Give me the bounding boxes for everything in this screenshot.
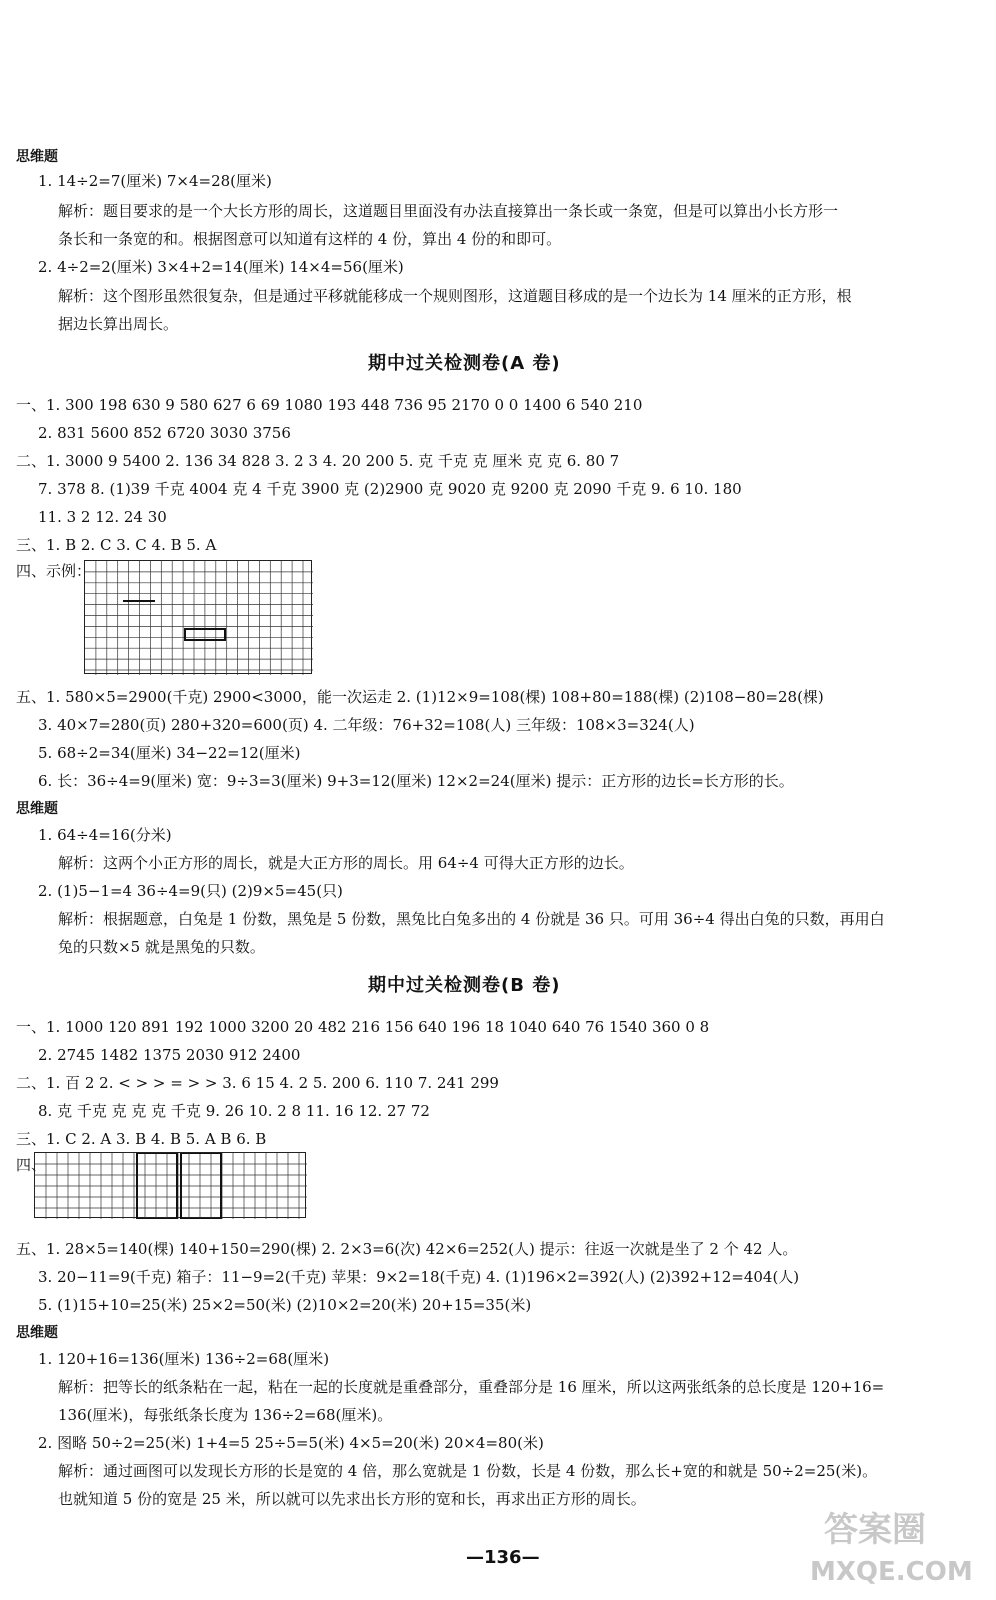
text-line: 二、1. 3000 9 5400 2. 136 34 828 3. 2 3 4. 20 200 5. 克 千克 克 厘米 克 克 6. 80 7 [16, 452, 620, 470]
text-line: 期中过关检测卷(A 卷) [368, 353, 561, 374]
text-line: 三、1. B 2. C 3. C 4. B 5. A [16, 536, 217, 554]
text-line: 2. 2745 1482 1375 2030 912 2400 [38, 1046, 301, 1064]
text-line: 条长和一条宽的和。根据图意可以知道有这样的 4 份，算出 4 份的和即可。 [58, 230, 562, 248]
page-number: —136— [466, 1547, 540, 1568]
grid-figure-b [34, 1152, 306, 1218]
text-line: 解析：根据题意，白兔是 1 份数，黑兔是 5 份数，黑兔比白兔多出的 4 份就是 36 只。可用 36÷4 得出白兔的只数，再用白 [58, 910, 885, 928]
text-line: 四、示例： [16, 562, 92, 580]
text-line: 7. 378 8. (1)39 千克 4004 克 4 千克 3900 克 (2)2900 克 9020 克 9200 克 2090 千克 9. 6 10. 180 [38, 480, 742, 498]
text-line: 五、1. 580×5=2900(千克) 2900<3000，能一次运走 2. (1)12×9=108(棵) 108+80=188(棵) (2)108−80=28(棵) [16, 688, 824, 706]
text-line: 解析：通过画图可以发现长方形的长是宽的 4 倍，那么宽就是 1 份数，长是 4 份数，那么长+宽的和就是 50÷2=25(米)。 [58, 1462, 878, 1480]
text-line: 思维题 [16, 1325, 58, 1341]
text-line: 6. 长：36÷4=9(厘米) 宽：9÷3=3(厘米) 9+3=12(厘米) 12×2=24(厘米) 提示：正方形的边长=长方形的长。 [38, 772, 794, 790]
watermark-logo: 答案圈 [824, 1510, 926, 1550]
text-line: 3. 20−11=9(千克) 箱子：11−9=2(千克) 苹果：9×2=18(千克) 4. (1)196×2=392(人) (2)392+12=404(人) [38, 1268, 800, 1286]
text-line: 2. 图略 50÷2=25(米) 1+4=5 25÷5=5(米) 4×5=20(米) 20×4=80(米) [38, 1434, 544, 1452]
grid-figure-a-svg [85, 561, 313, 675]
text-line: 2. 4÷2=2(厘米) 3×4+2=14(厘米) 14×4=56(厘米) [38, 258, 404, 276]
text-line: 2. 831 5600 852 6720 3030 3756 [38, 424, 291, 442]
text-line: 据边长算出周长。 [58, 315, 179, 333]
text-line: 期中过关检测卷(B 卷) [368, 975, 561, 996]
text-line: 2. (1)5−1=4 36÷4=9(只) (2)9×5=45(只) [38, 882, 343, 900]
text-line: 解析：把等长的纸条粘在一起，粘在一起的长度就是重叠部分，重叠部分是 16 厘米，所以这两张纸条的总长度是 120+16= [58, 1378, 885, 1396]
text-line: 5. (1)15+10=25(米) 25×2=50(米) (2)10×2=20(米) 20+15=35(米) [38, 1296, 532, 1314]
text-line: 思维题 [16, 149, 58, 165]
text-line: 兔的只数×5 就是黑兔的只数。 [58, 938, 265, 956]
text-line: 一、1. 300 198 630 9 580 627 6 69 1080 193 448 736 95 2170 0 0 1400 6 540 210 [16, 396, 643, 414]
text-line: 也就知道 5 份的宽是 25 米，所以就可以先求出长方形的宽和长，再求出正方形的周长。 [58, 1490, 646, 1508]
text-line: 1. 14÷2=7(厘米) 7×4=28(厘米) [38, 172, 272, 190]
text-line: 5. 68÷2=34(厘米) 34−22=12(厘米) [38, 744, 301, 762]
text-line: 解析：这两个小正方形的周长，就是大正方形的周长。用 64÷4 可得大正方形的边长。 [58, 854, 634, 872]
text-line: 8. 克 千克 克 克 克 千克 9. 26 10. 2 8 11. 16 12. 27 72 [38, 1102, 430, 1120]
text-line: 1. 120+16=136(厘米) 136÷2=68(厘米) [38, 1350, 330, 1368]
text-line: 136(厘米)，每张纸条长度为 136÷2=68(厘米)。 [58, 1406, 393, 1424]
grid-figure-b-svg [35, 1153, 307, 1219]
text-line: 解析：题目要求的是一个大长方形的周长，这道题目里面没有办法直接算出一条长或一条宽，但是可以算出小长方形一 [58, 202, 839, 220]
text-line: 二、1. 百 2 2. < > > = > > 3. 6 15 4. 2 5. 200 6. 110 7. 241 299 [16, 1074, 499, 1092]
watermark-url: MXQE.COM [810, 1557, 973, 1587]
text-line: 一、1. 1000 120 891 192 1000 3200 20 482 216 156 640 196 18 1040 640 76 1540 360 0 8 [16, 1018, 710, 1036]
text-line: 3. 40×7=280(页) 280+320=600(页) 4. 二年级：76+32=108(人) 三年级：108×3=324(人) [38, 716, 695, 734]
grid-figure-a [84, 560, 312, 674]
text-line: 三、1. C 2. A 3. B 4. B 5. A B 6. B [16, 1130, 267, 1148]
text-line: 1. 64÷4=16(分米) [38, 826, 172, 844]
text-line: 思维题 [16, 801, 58, 817]
text-line: 解析：这个图形虽然很复杂，但是通过平移就能移成一个规则图形，这道题目移成的是一个边长为 14 厘米的正方形，根 [58, 287, 852, 305]
text-line: 四、 [16, 1156, 47, 1174]
text-line: 五、1. 28×5=140(棵) 140+150=290(棵) 2. 2×3=6(次) 42×6=252(人) 提示：往返一次就是坐了 2 个 42 人。 [16, 1240, 798, 1258]
text-line: 11. 3 2 12. 24 30 [38, 508, 167, 526]
